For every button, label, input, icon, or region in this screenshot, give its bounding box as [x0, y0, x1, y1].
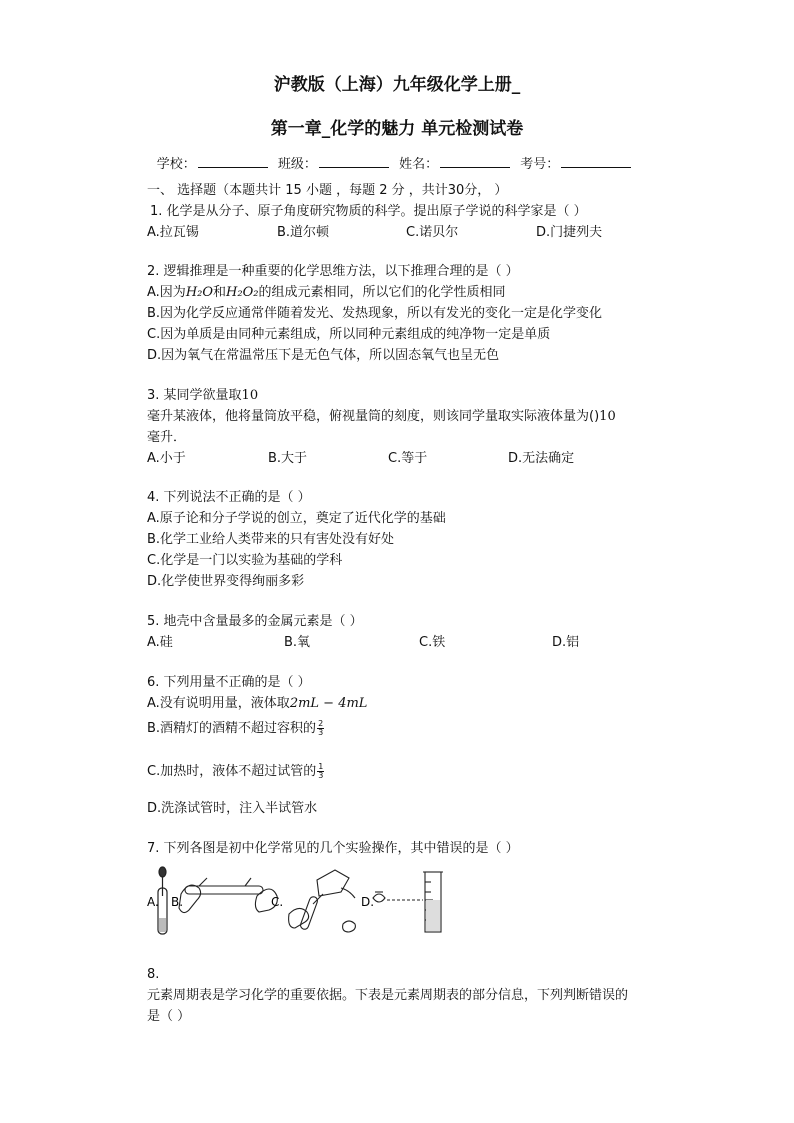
- exam-no-blank: [561, 155, 631, 168]
- q2-a-and: 和: [213, 285, 227, 300]
- q1-stem: 1. 化学是从分子、原子角度研究物质的科学。提出原子学说的科学家是（ ）: [150, 204, 587, 219]
- q4-option-c: C.化学是一门以实验为基础的学科: [147, 553, 343, 568]
- q7-stem: 7. 下列各图是初中化学常见的几个实验操作，其中错误的是（ ）: [147, 841, 519, 856]
- q3-stem-a: 3. 某同学欲量取: [147, 388, 242, 403]
- q6-c-prefix: C.加热时，液体不超过试管的: [147, 764, 317, 779]
- q6-b-num: 2: [318, 719, 324, 728]
- q4-option-d: D.化学使世界变得绚丽多彩: [147, 574, 305, 589]
- q5-option-a: A.硅: [147, 635, 173, 650]
- q6-a-prefix: A.没有说明用量，液体取: [147, 696, 290, 711]
- q7-label-a: A.: [147, 895, 159, 909]
- exam-title-line1: 沪教版（上海）九年级化学上册_: [273, 75, 521, 95]
- q3-num1: 10: [241, 388, 259, 403]
- q6-option-d: D.洗涤试管时，注入半试管水: [147, 801, 318, 816]
- name-label: 姓名：: [399, 157, 439, 172]
- q7-label-b: B.: [171, 895, 184, 909]
- q4-stem: 4. 下列说法不正确的是（ ）: [147, 490, 311, 505]
- q2-a-prefix: A.因为: [147, 285, 186, 300]
- q6-stem: 6. 下列用量不正确的是（ ）: [147, 675, 311, 690]
- q2-a-suffix: 的组成元素相同，所以它们的化学性质相同: [258, 285, 506, 300]
- q8-number: 8.: [147, 967, 160, 982]
- class-label: 班级：: [277, 157, 317, 172]
- q6-b-den: 3: [318, 728, 324, 737]
- q7-label-c: C.: [271, 895, 284, 909]
- q6-option-c: [147, 763, 324, 781]
- q4-option-b: B.化学工业给人类带来的只有害处没有好处: [147, 532, 395, 547]
- dropper-test-tube-icon: [158, 867, 167, 934]
- q3-option-a: A.小于: [147, 451, 186, 466]
- q2-formula-water: H₂O: [185, 285, 214, 300]
- q4-option-a: A.原子论和分子学说的创立，奠定了近代化学的基础: [147, 511, 446, 526]
- q2-formula-peroxide: H₂O₂: [226, 285, 259, 300]
- q2-option-d: D.因为氧气在常温常压下是无色气体，所以固态氧气也呈无色: [147, 348, 500, 363]
- q1-option-c: C.诺贝尔: [406, 225, 459, 240]
- hands-test-tube-icon: [179, 878, 277, 913]
- q6-b-prefix: B.酒精灯的酒精不超过容积的: [147, 721, 317, 736]
- school-label: 学校：: [156, 157, 196, 172]
- exam-no-label: 考号：: [520, 157, 560, 172]
- q8-stem-line2: 是（ ）: [147, 1009, 191, 1024]
- q6-a-expr: 2mL − 4mL: [289, 696, 368, 711]
- name-blank: [440, 155, 510, 168]
- q2-option-a: [147, 284, 505, 302]
- exam-title-line2: 第一章_化学的魅力 单元检测试卷: [270, 119, 524, 139]
- class-blank: [319, 155, 389, 168]
- q1-option-b: B.道尔顿: [277, 225, 330, 240]
- q2-option-b: B.因为化学反应通常伴随着发光、发热现象，所以有发光的变化一定是化学变化: [147, 306, 603, 321]
- q7-label-d: D.: [361, 895, 375, 909]
- q6-option-b: [147, 720, 324, 738]
- q3-paren: (): [589, 409, 600, 424]
- q5-option-d: D.铝: [552, 635, 580, 650]
- q3-stem-line2: [147, 408, 616, 426]
- student-info-row: [0, 153, 794, 172]
- q5-option-b: B.氧: [284, 635, 311, 650]
- q3-option-d: D.无法确定: [508, 451, 575, 466]
- q6-b-fraction: [317, 720, 324, 737]
- q2-option-c: C.因为单质是由同种元素组成，所以同种元素组成的纯净物一定是单质: [147, 327, 551, 342]
- eye-cylinder-icon: [373, 872, 443, 932]
- q3-option-b: B.大于: [268, 451, 308, 466]
- q6-c-num: 1: [318, 762, 324, 771]
- q7-figure: [147, 866, 487, 938]
- q5-stem: 5. 地壳中含量最多的金属元素是（ ）: [147, 614, 363, 629]
- q2-stem: 2. 逻辑推理是一种重要的化学思维方法，以下推理合理的是（ ）: [147, 264, 519, 279]
- q3-stem-b: 毫升某液体，他将量筒放平稳，俯视量筒的刻度，则该同学量取实际液体量为: [147, 409, 590, 424]
- q6-c-fraction: [317, 763, 324, 780]
- q8-stem: 元素周期表是学习化学的重要依据。下表是元素周期表的部分信息，下列判断错误的: [147, 988, 629, 1003]
- q1-option-d: D.门捷列夫: [536, 225, 603, 240]
- q1-option-a: A.拉瓦锡: [147, 225, 199, 240]
- pouring-liquid-icon: [289, 870, 356, 932]
- section-heading: 一、 选择题（本题共计 15 小题 ，每题 2 分 ，共计30分， ）: [147, 183, 508, 198]
- q6-c-den: 3: [318, 771, 324, 780]
- school-blank: [198, 155, 268, 168]
- q3-num2: 10: [599, 409, 616, 424]
- q3-stem-line1: [147, 387, 258, 405]
- q6-option-a: [147, 695, 367, 713]
- q3-stem-line3: 毫升．: [147, 430, 187, 445]
- q3-option-c: C.等于: [388, 451, 428, 466]
- q5-option-c: C.铁: [419, 635, 446, 650]
